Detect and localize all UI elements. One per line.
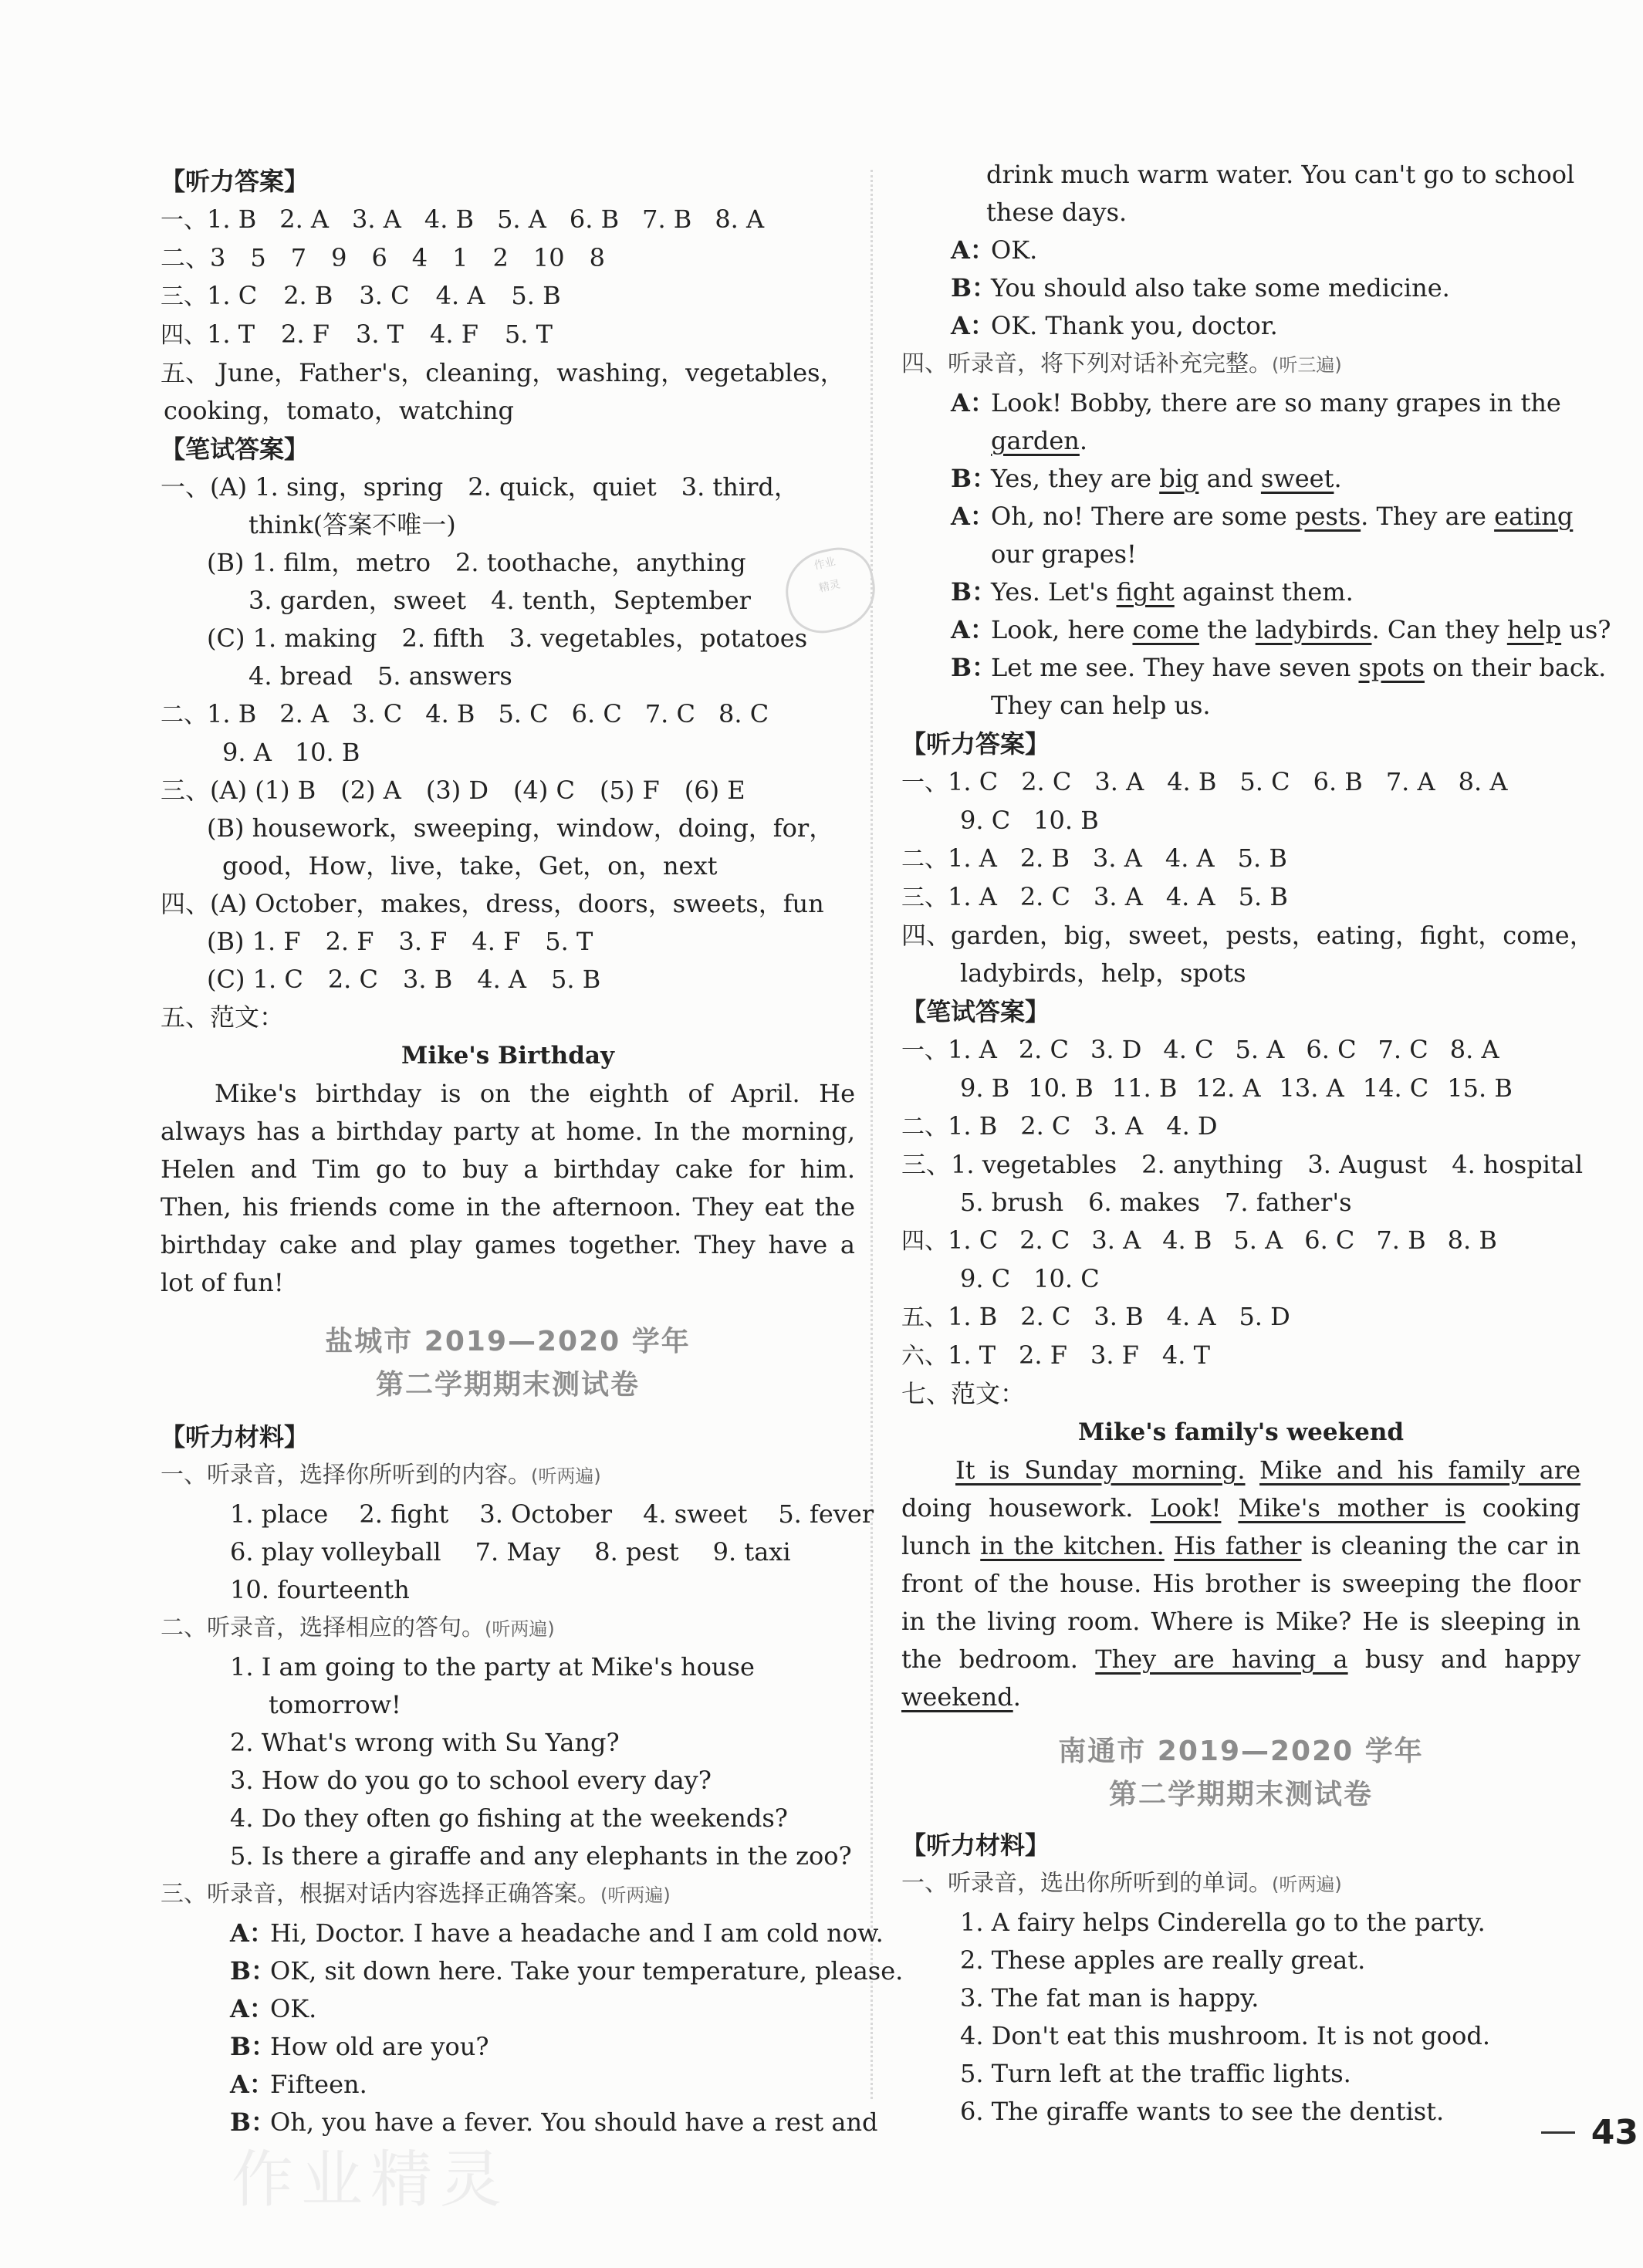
answer-item: 3. B [1094, 1302, 1144, 1331]
dialog-line [901, 307, 1580, 345]
answer-item: 1. C [948, 1225, 999, 1255]
answer-item: 7. C [644, 699, 695, 728]
page-number: 43 [1591, 2113, 1638, 2152]
answer-row [901, 1260, 1580, 1298]
dialog-line: A：Look! Bobby, there are so many grapes in the [951, 388, 1561, 417]
answer-item: 1. C [948, 767, 999, 796]
dialog-text: OK. [270, 1994, 317, 2023]
dialog-line: these days. [986, 198, 1127, 227]
dialog-line: They can help us. [991, 691, 1211, 720]
answer-row: 一、1. B 2. A 3. A 4. B 5. A 6. B 7. B 8. A [161, 201, 855, 239]
section-title: 【听力材料】 [901, 1830, 1050, 1860]
answer-item: 2. C [1019, 882, 1070, 911]
speaker-label: B： [230, 2032, 276, 2061]
answer-row: 一、(A) 1. sing，spring 2. quick，quiet 3. third， [161, 472, 799, 502]
dialog-line [161, 2028, 855, 2066]
dialog-text: OK, sit down here. Take your temperature, please. [270, 1956, 904, 1986]
answer-item: 5. C [1239, 767, 1290, 796]
answer-row: (B) 1. film，metro 2. toothache，anything [207, 548, 746, 577]
section-title: 【听力材料】 [161, 1422, 309, 1452]
answer-item: 7. C [1378, 1035, 1428, 1064]
answer-item: 1. B [207, 204, 257, 234]
answer-item: 7. B [642, 204, 692, 234]
section-title: 【笔试答案】 [901, 997, 1050, 1026]
column-divider [871, 170, 873, 2099]
answer-row [901, 1070, 1580, 1107]
answer-item: 4. D [1166, 1111, 1218, 1141]
speaker-label: B： [230, 2107, 276, 2137]
essay-text: Mike's birthday is on the eighth of April. He always has a birthday party at home. In the morning, Helen and Tim go to buy a birthday cake for him. Then, his friends come in the afternoon. They eat the birthday cake and play games together. They have a lot of fun! [161, 1079, 855, 1297]
speaker-label: A： [951, 311, 995, 340]
answer-item: 3. T [355, 319, 404, 349]
answer-row: (C) 1. C 2. C 3. B 4. A 5. B [207, 965, 601, 994]
answer-item: 2. C [1020, 1111, 1071, 1141]
answer-item: 5. C [498, 699, 549, 728]
answer-item: 4. T [1161, 1340, 1210, 1370]
answer-row: 二、3 5 7 9 6 4 1 2 10 8 [161, 243, 605, 272]
answer-row: (B) 1. F 2. F 3. F 4. F 5. T [207, 927, 593, 956]
answer-item: 2. F [1019, 1340, 1067, 1370]
answer-item: 7. A [1385, 767, 1435, 796]
answer-item: 1. A [948, 843, 997, 873]
answer-item: 3. A [352, 204, 401, 234]
question: 2. What's wrong with Su Yang? [230, 1728, 620, 1757]
answer-item: 4. B [1167, 767, 1217, 796]
listening-row [161, 1496, 874, 1533]
listening-item: 2. These apples are really great. [960, 1945, 1366, 1975]
watermark: 作业精灵 [232, 2144, 509, 2216]
answer-item: 2. C [1019, 1225, 1070, 1255]
answer-row: (B) housework，sweeping，window，doing，for， [207, 813, 834, 843]
answer-item: 4. A [435, 281, 485, 310]
answer-row [901, 802, 1580, 840]
answer-item: 3. C [359, 281, 410, 310]
section-title: 【听力答案】 [901, 729, 1050, 759]
answer-item: 4. B [424, 204, 475, 234]
dialog [161, 1915, 904, 2141]
answer-item: 2. B [283, 281, 333, 310]
section-title: 【听力答案】 [161, 167, 309, 196]
exam-title: 第二学期期末测试卷 [1108, 1779, 1373, 1810]
dialog-line [161, 1952, 904, 1990]
instruction: 四、听录音，将下列对话补充完整。(听三遍) [901, 350, 1342, 377]
answer-item: 1. place [230, 1499, 329, 1529]
answer-item: 2. C [1021, 767, 1072, 796]
answer-item: 2. C [1018, 1035, 1069, 1064]
left-column [161, 162, 904, 2141]
listening-row [161, 1533, 855, 1571]
answer-item: 3. A [1091, 1225, 1141, 1255]
stamp-icon: 作业 精灵 [778, 541, 883, 640]
instruction: 二、听录音，选择相应的答句。(听两遍) [161, 1614, 555, 1641]
answer-item: 1. B [948, 1111, 998, 1141]
answer-row: 三、1. C 2. B 3. C 4. A 5. B [161, 277, 855, 316]
speaker-label: B： [230, 1956, 276, 1986]
speaker-label: A： [230, 1918, 274, 1948]
essay-title: Mike's family's weekend [1077, 1418, 1405, 1446]
dialog-line: drink much warm water. You can't go to school [986, 160, 1575, 189]
speaker-label: A： [230, 2070, 274, 2099]
answer-item: 9. A [222, 738, 272, 767]
answer-item: 3. A [1094, 767, 1144, 796]
answer-item: 1. A [948, 1035, 997, 1064]
listening-item: 3. The fat man is happy. [960, 1983, 1259, 2013]
answer-item: 2. C [1020, 1302, 1071, 1331]
dialog-line: A：Look, here come the ladybirds. Can they help us? [951, 615, 1611, 644]
answer-item: 4. C [1163, 1035, 1214, 1064]
question: 1. I am going to the party at Mike's house [230, 1652, 755, 1682]
dialog-line: A：Oh, no! There are some pests. They are eating [951, 502, 1574, 531]
speaker-label: A： [951, 235, 995, 265]
dialog-line: garden. [991, 426, 1088, 455]
answer-row: cooking，tomato，watching [164, 396, 515, 425]
answer-item: 10. C [1033, 1264, 1100, 1293]
answer-item: 5. A [1233, 1225, 1283, 1255]
answer-row: 五、 June，Father's，cleaning，washing，vegetables， [161, 358, 845, 387]
answer-row: 五、范文： [161, 1002, 285, 1032]
answer-item: 4. B [1162, 1225, 1212, 1255]
answer-row: 二、1. A 2. B 3. A 4. A 5. B [901, 840, 1580, 878]
answer-item: 9. C [960, 806, 1011, 835]
answer-row: ladybirds，help，spots [960, 958, 1246, 988]
answer-item: 5. B [1237, 843, 1287, 873]
answer-item: 4. A [1165, 882, 1215, 911]
answer-item: 5. B [1238, 882, 1288, 911]
instruction: 一、听录音，选择你所听到的内容。(听两遍) [161, 1462, 601, 1489]
essay-title: Mike's Birthday [401, 1042, 614, 1070]
answer-item: 1. T [948, 1340, 996, 1370]
answer-item: 4. A [1165, 843, 1215, 873]
dialog-text: Fifteen. [270, 2070, 367, 2099]
answer-item: 8. A [1458, 767, 1508, 796]
answer-row: 二、1. B 2. C 3. A 4. D [901, 1107, 1580, 1146]
answer-item: 1. B [948, 1302, 998, 1331]
question: tomorrow! [269, 1690, 401, 1719]
answer-row: 四、1. T 2. F 3. T 4. F 5. T [161, 316, 855, 354]
listening-row: 10. fourteenth [230, 1575, 410, 1604]
answer-row: 一、1. A 2. C 3. D 4. C 5. A 6. C 7. C 8. A [901, 1031, 1580, 1070]
answer-item: 8. B [1447, 1225, 1497, 1255]
answer-item: 13. A [1279, 1073, 1344, 1103]
listening-item: 5. Turn left at the traffic lights. [960, 2059, 1351, 2088]
answer-item: 3. A [1094, 1111, 1144, 1141]
answer-item: 11. B [1111, 1073, 1178, 1103]
answer-item: 4. F [430, 319, 478, 349]
answer-item: 3. D [1090, 1035, 1142, 1064]
answer-item: 4. sweet [643, 1499, 748, 1529]
answer-item: 6. C [1304, 1225, 1355, 1255]
instruction: 三、听录音，根据对话内容选择正确答案。(听两遍) [161, 1881, 671, 1908]
answer-row: 4. bread 5. answers [248, 661, 512, 691]
listening-item: 1. A fairy helps Cinderella go to the party. [960, 1908, 1486, 1937]
answer-item: 5. A [1235, 1035, 1285, 1064]
answer-item: 1. T [207, 319, 255, 349]
answer-row: 二、1. B 2. A 3. C 4. B 5. C 6. C 7. C 8. C [161, 695, 855, 734]
answer-row: 三、(A) (1) B (2) A (3) D (4) C (5) F (6) E [161, 776, 745, 805]
answer-item: 3. F [1090, 1340, 1139, 1370]
answer-item: 9. taxi [712, 1537, 791, 1567]
answer-row: (C) 1. making 2. fifth 3. vegetables，potatoes [207, 624, 808, 653]
answer-item: 4. A [1166, 1302, 1216, 1331]
page-dash [1541, 2131, 1575, 2134]
exam-title: 第二学期期末测试卷 [375, 1369, 640, 1401]
dialog-line [901, 232, 1580, 269]
dialog-text: OK. Thank you, doctor. [991, 311, 1278, 340]
answer-item: 2. A [279, 699, 330, 728]
answer-row: 三、1. vegetables 2. anything 3. August 4. hospital [901, 1150, 1584, 1179]
answer-item: 2. B [1019, 843, 1070, 873]
dialog-line [161, 1915, 884, 1952]
answer-item: 8. A [715, 204, 765, 234]
answer-item: 4. B [425, 699, 475, 728]
dialog-text: Hi, Doctor. I have a headache and I am cold now. [270, 1918, 884, 1948]
answer-row: think(答案不唯一) [248, 510, 456, 539]
answer-item: 1. A [948, 882, 997, 911]
answer-item: 6. B [1313, 767, 1363, 796]
answer-item: 12. A [1195, 1073, 1261, 1103]
answer-item: 7. B [1376, 1225, 1426, 1255]
question: 3. How do you go to school every day? [230, 1766, 712, 1795]
dialog-line [161, 2066, 855, 2104]
answer-row: 四、1. C 2. C 3. A 4. B 5. A 6. C 7. B 8. B [901, 1222, 1580, 1260]
answer-row [161, 734, 855, 772]
answer-item: 8. C [718, 699, 769, 728]
answer-item: 3. C [352, 699, 403, 728]
answer-row: 七、范文： [901, 1379, 1026, 1408]
answer-row: 三、1. A 2. C 3. A 4. A 5. B [901, 878, 1580, 917]
listening-item: 4. Don't eat this mushroom. It is not good. [960, 2021, 1490, 2050]
answer-item: 15. B [1447, 1073, 1513, 1103]
answer-item: 5. A [497, 204, 546, 234]
answer-item: 3. A [1094, 882, 1143, 911]
answer-item: 3. October [479, 1499, 613, 1529]
answer-item: 10. B [1033, 806, 1099, 835]
exam-title: 南通市 2019—2020 学年 [1058, 1736, 1424, 1767]
answer-item: 10. B [1028, 1073, 1094, 1103]
answer-item: 14. C [1362, 1073, 1429, 1103]
question: 4. Do they often go fishing at the weekends? [230, 1803, 788, 1833]
answer-item: 5. D [1239, 1302, 1290, 1331]
answer-row: 四、(A) October，makes，dress，doors，sweets，fun [161, 889, 824, 918]
dialog-line [161, 1990, 855, 2028]
answer-item: 2. A [279, 204, 330, 234]
speaker-label: B： [951, 273, 997, 303]
answer-item: 5. B [511, 281, 561, 310]
question: 5. Is there a giraffe and any elephants in the zoo? [230, 1841, 852, 1871]
dialog-text: Oh, you have a fever. You should have a rest and [270, 2107, 878, 2137]
exam-title: 盐城市 2019—2020 学年 [325, 1326, 691, 1357]
answer-item: 6. C [571, 699, 622, 728]
answer-item: 6. B [569, 204, 620, 234]
answer-row: 六、1. T 2. F 3. F 4. T [901, 1337, 1580, 1375]
answer-row: 四、garden，big，sweet，pests，eating，fight，come， [901, 921, 1594, 950]
answer-item: 9. C [960, 1264, 1011, 1293]
dialog-line: B：Yes. Let's fight against them. [951, 577, 1354, 607]
dialog-text: You should also take some medicine. [991, 273, 1450, 303]
answer-row: 5. brush 6. makes 7. father's [960, 1188, 1352, 1217]
answer-item: 1. B [207, 699, 257, 728]
answer-item: 1. C [207, 281, 258, 310]
listening-item: 6. The giraffe wants to see the dentist. [960, 2097, 1445, 2126]
dialog-line [901, 269, 1580, 307]
dialog-line: B：Let me see. They have seven spots on their back. [951, 653, 1607, 682]
speaker-label: A： [230, 1994, 274, 2023]
answer-item: 8. A [1449, 1035, 1499, 1064]
answer-item: 2. fight [359, 1499, 449, 1529]
answer-item: 6. C [1306, 1035, 1357, 1064]
answer-item: 10. B [294, 738, 360, 767]
dialog [901, 232, 1580, 345]
answer-item: 9. B [960, 1073, 1010, 1103]
answer-row: 3. garden，sweet 4. tenth，September [248, 586, 751, 615]
answer-item: 3. A [1093, 843, 1142, 873]
answer-row: good，How，live，take，Get，on，next [222, 851, 718, 880]
dialog-text: OK. [991, 235, 1038, 265]
essay-text: It is Sunday morning. Mike and his family are doing housework. Look! Mike's mother is cooking lunch in the kitchen. His father is cleaning the car in front of the house. His brother is sweeping the floor in the living room. Where is Mike? He is sleeping in the bedroom. They are having a busy and happy weekend. [901, 1455, 1581, 1712]
section-title: 【笔试答案】 [161, 434, 309, 464]
instruction: 一、听录音，选出你所听到的单词。(听两遍) [901, 1870, 1342, 1897]
dialog-line: B：Yes, they are big and sweet. [951, 464, 1342, 493]
dialog-text: How old are you? [270, 2032, 489, 2061]
listening-list [901, 1904, 1580, 2131]
dialog-line: our grapes! [991, 539, 1137, 569]
answer-item: 6. play volleyball [230, 1537, 441, 1567]
answer-item: 2. F [281, 319, 330, 349]
answer-row: 一、1. C 2. C 3. A 4. B 5. C 6. B 7. A 8. A [901, 763, 1580, 802]
right-column [901, 156, 1611, 2131]
answer-item: 5. T [504, 319, 553, 349]
answer-item: 5. fever [778, 1499, 874, 1529]
answer-item: 8. pest [594, 1537, 679, 1567]
answer-item: 7. May [475, 1537, 561, 1567]
answer-row: 五、1. B 2. C 3. B 4. A 5. D [901, 1298, 1580, 1337]
